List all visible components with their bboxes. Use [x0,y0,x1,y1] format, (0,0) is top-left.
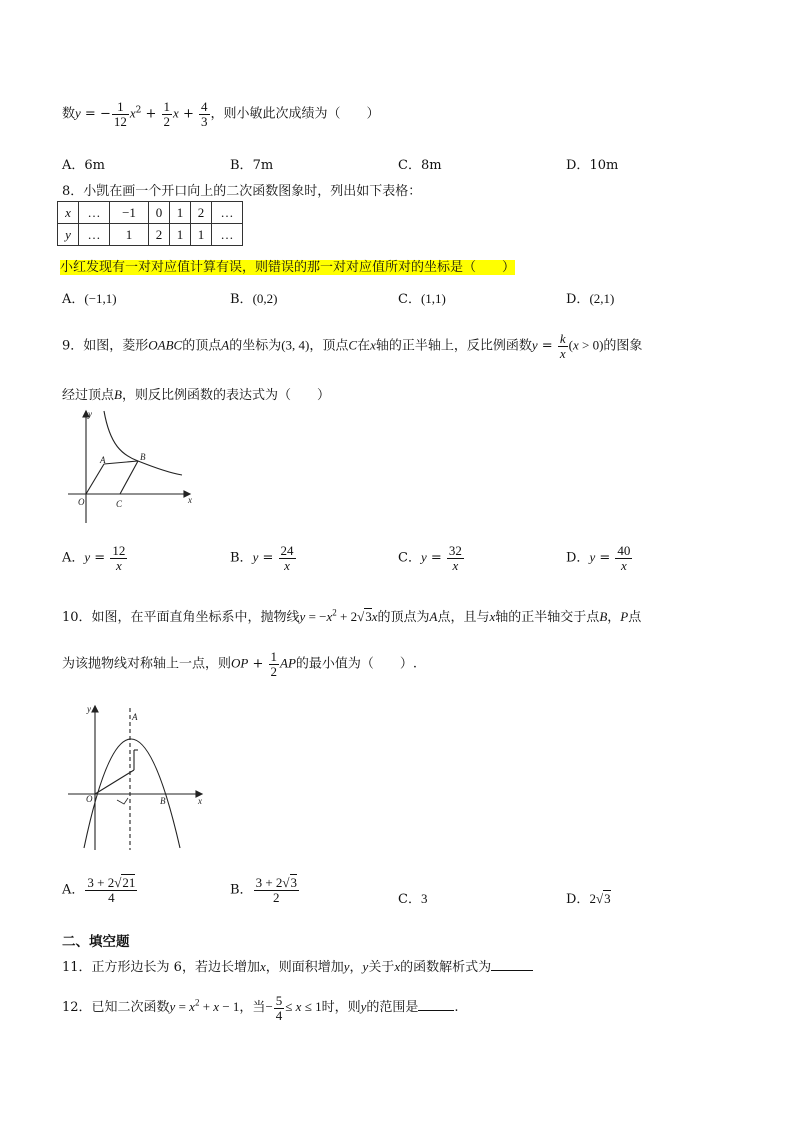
q7-frac-1-12: $\frac{1}{12}$ [113,99,127,129]
q7-prefix: 数 [62,106,76,122]
q8-highlight-line [60,256,515,275]
q10-option-a[interactable]: A． $\frac{3 + 2√21}{4}$ [62,875,136,905]
q12-stem: 12．已知二次函数$y = x^2 + x - 1$，当− $\frac{5}{4}$ ≤ x ≤ 1时，则y的范围是 . [62,993,459,1023]
q11-stem: 11．正方形边长为 6，若边长增加x，则面积增加y，y关于x的函数解析式为 [62,956,533,975]
svg-text:C: C [116,499,123,509]
q7-formula: y [75,105,81,121]
svg-text:y: y [88,409,92,419]
q8-value-table [57,201,243,246]
hyperbola-curve [104,411,182,475]
q9-option-d[interactable]: D．y = $\frac{40}{x}$ [566,543,631,573]
q7-stem-line: 数y = − $\frac{1}{12}$ $x^2$ + $\frac{1}{2}$ x + $\frac{4}{3}$ ，则小敏此次成绩为（ ） [62,99,380,129]
svg-text:x: x [198,796,202,806]
q9-option-b[interactable]: B．y = $\frac{24}{x}$ [230,543,294,573]
q8-option-b[interactable]: B．(0,2) [230,291,278,307]
table-row: x … −1 0 1 2 … [58,202,243,224]
svg-text:A: A [132,712,138,722]
q10-figure [62,700,212,860]
q11-answer-blank[interactable] [491,958,533,971]
svg-text:y: y [87,704,91,714]
q9-stem-line1: 9．如图，菱形OABC的顶点A的坐标为(3, 4)，顶点C在x轴的正半轴上，反比例函数y = $\frac{k}{x}$ (x > 0)的图象 [62,331,643,361]
svg-text:B: B [160,796,166,806]
svg-text:O: O [78,497,85,507]
q8-option-d[interactable]: D．(2,1) [566,291,615,307]
q7-suffix: ，则小敏此次成绩为（ ） [210,106,380,122]
q7-option-b[interactable]: B．7m [230,158,274,173]
q9-option-a[interactable]: A．y = $\frac{12}{x}$ [62,543,126,573]
q9-figure [60,405,205,530]
q10-option-b[interactable]: B． $\frac{3 + 2√3}{2}$ [230,875,298,905]
svg-text:B: B [140,452,146,462]
section-heading-fill-blank: 二、填空题 [62,934,130,950]
q8-option-c[interactable]: C．(1,1) [398,291,446,307]
svg-text:O: O [86,794,93,804]
q8-highlight-text: 小红发现有一对对应值计算有误，则错误的那一对对应值所对的坐标是（ ） [60,260,516,275]
q8-option-a[interactable]: A．(−1,1) [62,291,117,307]
q12-answer-blank[interactable] [418,998,454,1011]
q9-option-c[interactable]: C．y = $\frac{32}{x}$ [398,543,462,573]
svg-text:x: x [188,495,192,505]
table-row: y … 1 2 1 1 … [58,224,243,246]
q8-stem: 8．小凯在画一个开口向上的二次函数图象时，列出如下表格： [62,184,422,199]
edge-OA [86,464,104,494]
q10-option-d[interactable]: D．2√3 [566,891,611,907]
edge-BC [120,461,138,494]
q10-stem-line1: 10．如图，在平面直角坐标系中，抛物线$y = -x^2 + 2√3x$的顶点为A点，且与x轴的正半轴交于点B，P点 [62,607,642,625]
q7-option-c[interactable]: C．8m [398,158,442,173]
q7-option-a[interactable]: A．6m [62,158,105,173]
q10-stem-line2: 为该抛物线对称轴上一点，则OP + $\frac{1}{2}$ AP的最小值为（ ）. [62,649,418,679]
q9-stem-line2: 经过顶点B，则反比例函数的表达式为（ ） [62,387,330,403]
q7-option-d[interactable]: D．10m [566,158,619,173]
edge-AB [104,461,138,464]
q10-option-c[interactable]: C．3 [398,891,428,907]
svg-text:A: A [100,455,106,465]
